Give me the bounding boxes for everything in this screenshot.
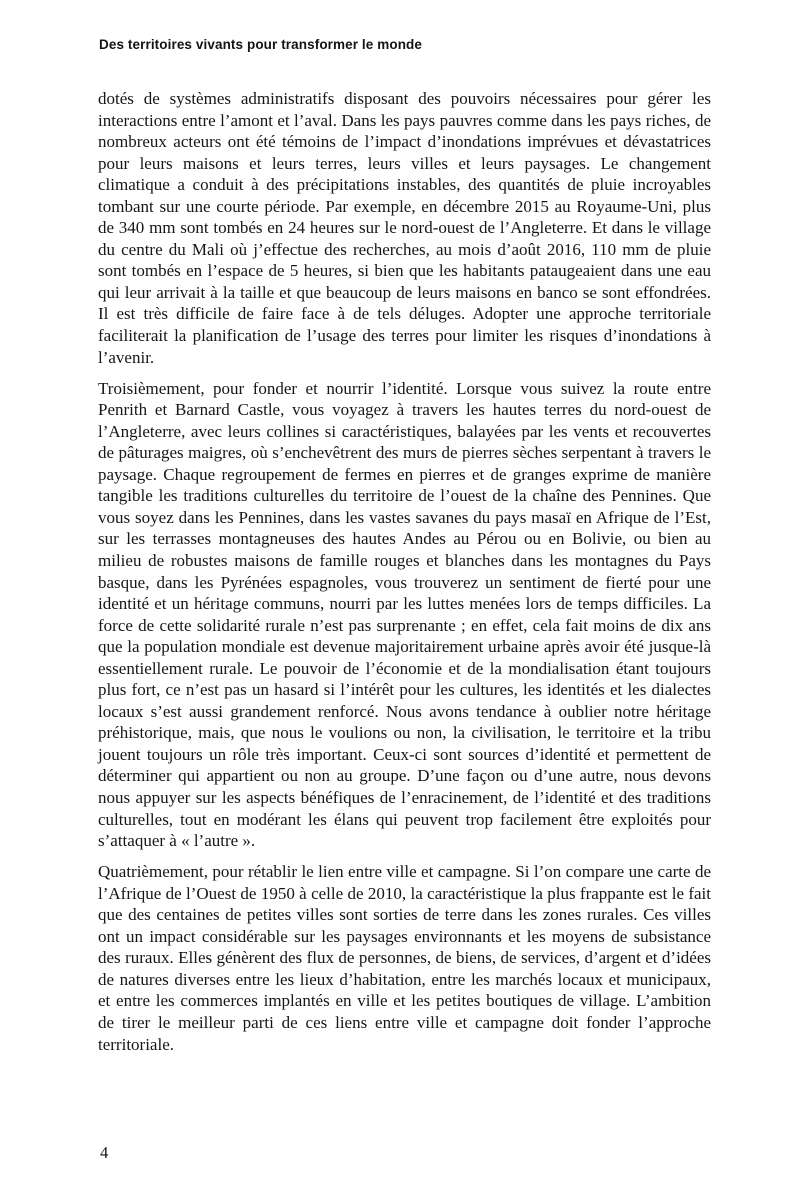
body-text-block [98, 88, 711, 1065]
page-number: 4 [100, 1143, 109, 1162]
paragraph-1: dotés de systèmes administratifs disposant des pouvoirs nécessaires pour gérer les interactions entre l’amont et l’aval. Dans les pays pauvres comme dans les pays riches, de nombreux acteurs ont été témoins de l’impact d’inondations imprévues et dévastatrices pour leurs maisons et leurs terres, leurs villes et leurs paysages. Le changement climatique a conduit à des précipitations instables, des quantités de pluie incroyables tombant sur une courte période. Par exemple, en décembre 2015 au Royaume-Uni, plus de 340 mm sont tombés en 24 heures sur le nord-ouest de l’Angleterre. Et dans le village du centre du Mali où j’effectue des recherches, au mois d’août 2016, 110 mm de pluie sont tombés en l’espace de 5 heures, si bien que les habitants pataugeaient dans une eau qui leur arrivait à la taille et que beaucoup de leurs maisons en banco se sont effondrées. Il est très difficile de faire face à de tels déluges. Adopter une approche territoriale faciliterait la planification de l’usage des terres pour limiter les risques d’inondations à l’avenir. [98, 89, 711, 367]
running-header: Des territoires vivants pour transformer le monde [99, 37, 422, 52]
paragraph-3: Quatrièmement, pour rétablir le lien entre ville et campagne. Si l’on compare une carte de l’Afrique de l’Ouest de 1950 à celle de 2010, la caractéristique la plus frappante est le fait que des centaines de petites villes sont sorties de terre dans les zones rurales. Ces villes ont un impact considérable sur les paysages environnants et les moyens de subsistance des ruraux. Elles génèrent des flux de personnes, de biens, de services, d’argent et d’idées de natures diverses entre les lieux d’habitation, entre les marchés locaux et municipaux, et entre les commerces implantés en ville et les petites boutiques de village. L’ambition de tirer le meilleur parti de ces liens entre ville et campagne doit fonder l’approche territoriale. [98, 862, 711, 1054]
paragraph-2: Troisièmement, pour fonder et nourrir l’identité. Lorsque vous suivez la route entre Penrith et Barnard Castle, vous voyagez à travers les hautes terres du nord-ouest de l’Angleterre, avec leurs collines si caractéristiques, balayées par les vents et recouvertes de pâturages maigres, où s’enchevêtrent des murs de pierres sèches serpentant à travers le paysage. Chaque regroupement de fermes en pierres et de granges exprime de manière tangible les traditions culturelles du territoire de l’ouest de la chaîne des Pennines. Que vous soyez dans les Pennines, dans les vastes savanes du pays masaï en Afrique de l’Est, sur les terrasses montagneuses des hautes Andes au Pérou ou en Bolivie, ou bien au milieu de robustes maisons de famille rouges et blanches dans les montagnes du Pays basque, dans les Pyrénées espagnoles, vous trouverez un sentiment de fierté pour une identité et un héritage communs, nourri par les luttes menées lors de temps difficiles. La force de cette solidarité rurale n’est pas surprenante ; en effet, cela fait moins de dix ans que la population mondiale est devenue majoritairement urbaine après avoir été jusque-là essentiellement rurale. Le pouvoir de l’économie et de la mondialisation étant toujours plus fort, ce n’est pas un hasard si l’intérêt pour les cultures, les identités et les dialectes locaux s’est aussi grandement renforcé. Nous avons tendance à oublier notre héritage préhistorique, mais, que nous le voulions ou non, la civilisation, le territoire et la tribu jouent toujours un rôle très important. Ceux-ci sont sources d’identité et permettent de déterminer qui appartient ou non au groupe. D’une façon ou d’une autre, nous devons nous appuyer sur les aspects bénéfiques de l’enracinement, de l’identité et des traditions culturelles, tout en modérant les élans qui peuvent trop facilement être exploités pour s’attaquer à « l’autre ». [98, 378, 711, 851]
